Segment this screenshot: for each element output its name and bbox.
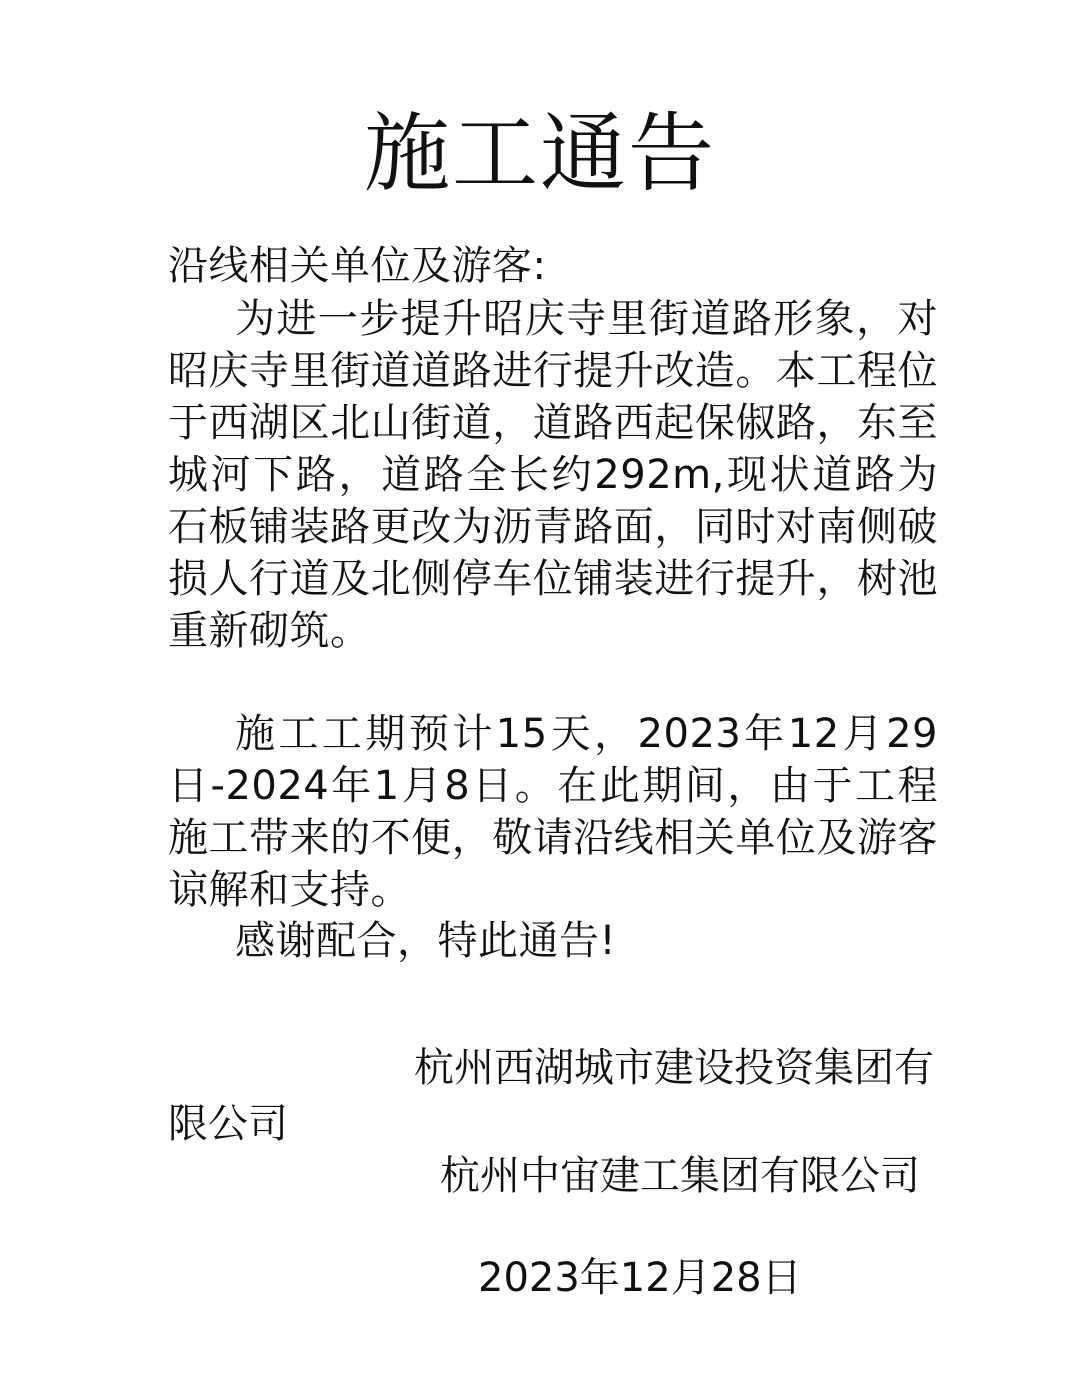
paragraph-thanks: 感谢配合，特此通告! [235,918,617,964]
signatory-zhongzhou-construction: 杭州中宙建工集团有限公司 [440,1153,920,1199]
notice-date: 2023年12月28日 [478,1255,802,1301]
salutation: 沿线相关单位及游客: [168,243,547,289]
paragraph-project-description: 为进一步提升昭庆寺里街道路形象，对昭庆寺里街道道路进行提升改造。本工程位于西湖区北山街道，道路西起保俶路，东至城河下路，道路全长约292m,现状道路为石板铺装路更改为沥青路面，同时对南侧破损人行道及北侧停车位铺装进行提升，树池重新砌筑。 [168,296,938,654]
signatory-xihu-urban-construction: 杭州西湖城市建设投资集团有限公司 [168,1045,934,1147]
paragraph-construction-period: 施工工期预计15天，2023年12月29日-2024年1月8日。在此期间，由于工程施工带来的不便，敬请沿线相关单位及游客谅解和支持。 [168,711,938,913]
notice-title: 施工通告 [364,104,716,204]
